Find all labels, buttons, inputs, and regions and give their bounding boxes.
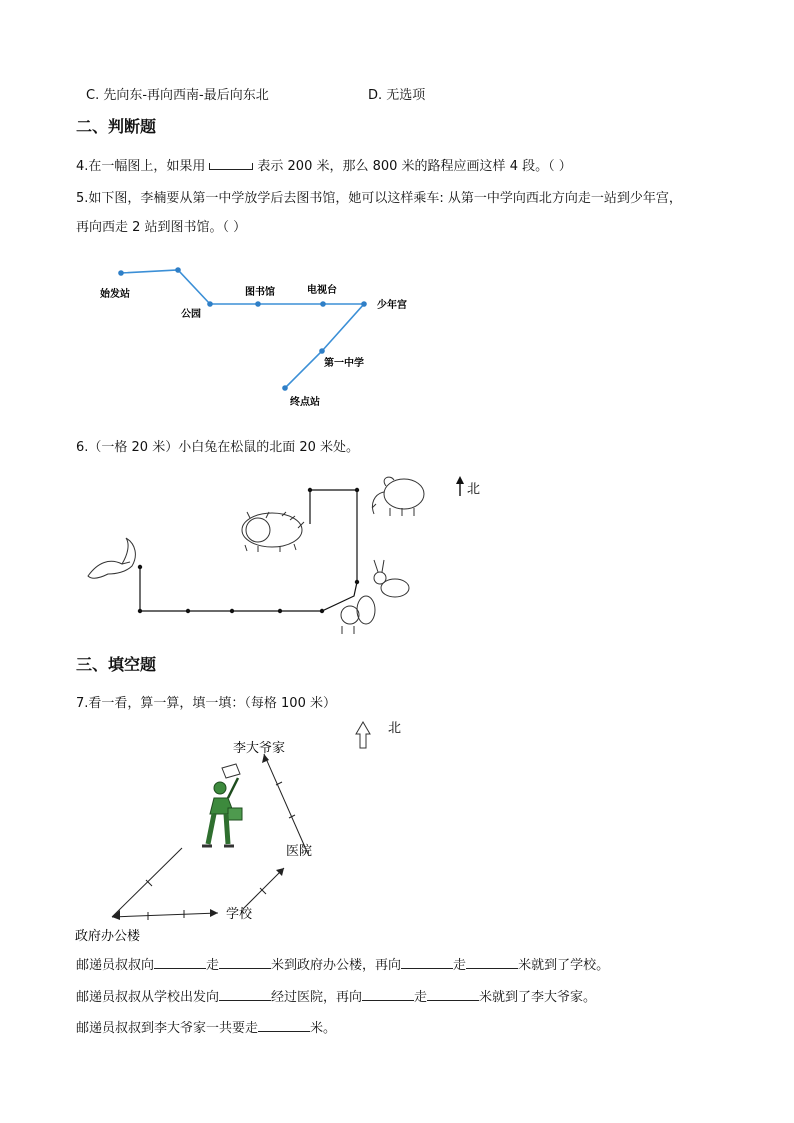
fill1-text-a: 邮递员叔叔向 (76, 958, 155, 973)
fill3-text-a: 邮递员叔叔到李大爷家一共要走 (76, 1021, 259, 1036)
animal-path-diagram (70, 470, 500, 645)
postman-map-diagram (70, 712, 410, 952)
fill2-text-d: 米就到了李大爷家。 (479, 990, 597, 1005)
fill1-text-b: 走 (206, 958, 220, 973)
north-label: 北 (467, 482, 481, 497)
answer-blank[interactable] (258, 1019, 310, 1032)
section-title-judgement: 二、判断题 (76, 117, 157, 136)
north-label: 北 (388, 721, 402, 736)
fill2-text-b: 经过医院，再向 (271, 990, 363, 1005)
scale-bar-icon (209, 163, 253, 170)
station-label-end: 终点站 (290, 397, 320, 408)
answer-blank[interactable] (219, 956, 271, 969)
section-title-fill-in: 三、填空题 (76, 655, 157, 674)
tiger-icon (242, 512, 304, 552)
question-4 (76, 155, 572, 174)
fill-line-1 (76, 954, 609, 973)
station-dot (361, 301, 367, 307)
station-dot (207, 301, 213, 307)
question-5-line2: 再向西走 2 站到图书馆。（ ） (76, 220, 247, 235)
station-label-tv: 电视台 (307, 285, 337, 296)
answer-blank[interactable] (219, 988, 271, 1001)
fill1-text-c: 米到政府办公楼，再向 (271, 958, 402, 973)
station-dot (118, 270, 124, 276)
question-7: 7.看一看，算一算，填一填：（每格 100 米） (76, 696, 336, 711)
fill2-text-c: 走 (414, 990, 428, 1005)
label-school: 学校 (226, 907, 253, 922)
postman-icon (202, 764, 242, 846)
answer-blank[interactable] (466, 956, 518, 969)
rabbit-icon (374, 560, 409, 597)
fill-line-3 (76, 1017, 336, 1036)
station-label-library: 图书馆 (245, 287, 275, 298)
station-dot (175, 267, 181, 273)
option-d: D. 无选项 (368, 88, 426, 103)
fill3-text-b: 米。 (310, 1021, 337, 1036)
answer-blank[interactable] (401, 956, 453, 969)
dove-icon (88, 538, 135, 578)
station-label-youth-palace: 少年宫 (377, 300, 407, 311)
answer-blank[interactable] (362, 988, 414, 1001)
station-label-start: 始发站 (100, 289, 130, 300)
fill1-text-d: 走 (453, 958, 467, 973)
station-label-park: 公园 (181, 309, 201, 320)
bus-route-diagram (0, 255, 480, 415)
label-li-home: 李大爷家 (233, 741, 286, 756)
fill1-text-e: 米就到了学校。 (518, 958, 610, 973)
option-c: C. 先向东-再向西南-最后向东北 (86, 88, 269, 103)
station-label-first-middle-school: 第一中学 (324, 358, 364, 369)
answer-blank[interactable] (427, 988, 479, 1001)
station-dot (282, 385, 288, 391)
station-dot (320, 301, 326, 307)
fill-line-2 (76, 986, 596, 1005)
label-government-office: 政府办公楼 (75, 929, 141, 944)
q4-post: 表示 200 米，那么 800 米的路程应画这样 4 段。（ ） (257, 159, 572, 174)
station-dot (255, 301, 261, 307)
fill2-text-a: 邮递员叔叔从学校出发向 (76, 990, 220, 1005)
north-arrow-icon (456, 476, 464, 496)
question-6: 6.（一格 20 米）小白兔在松鼠的北面 20 米处。 (76, 440, 360, 455)
q4-pre: 4.在一幅图上，如果用 (76, 159, 206, 174)
label-hospital: 医院 (286, 844, 313, 859)
answer-blank[interactable] (154, 956, 206, 969)
elephant-icon (372, 477, 424, 516)
question-5-line1: 5.如下图，李楠要从第一中学放学后去图书馆，她可以这样乘车: 从第一中学向西北方向走一站到少年宫， (76, 191, 682, 206)
north-arrow-icon (356, 722, 370, 748)
squirrel-icon (341, 596, 375, 634)
station-dot (319, 348, 325, 354)
